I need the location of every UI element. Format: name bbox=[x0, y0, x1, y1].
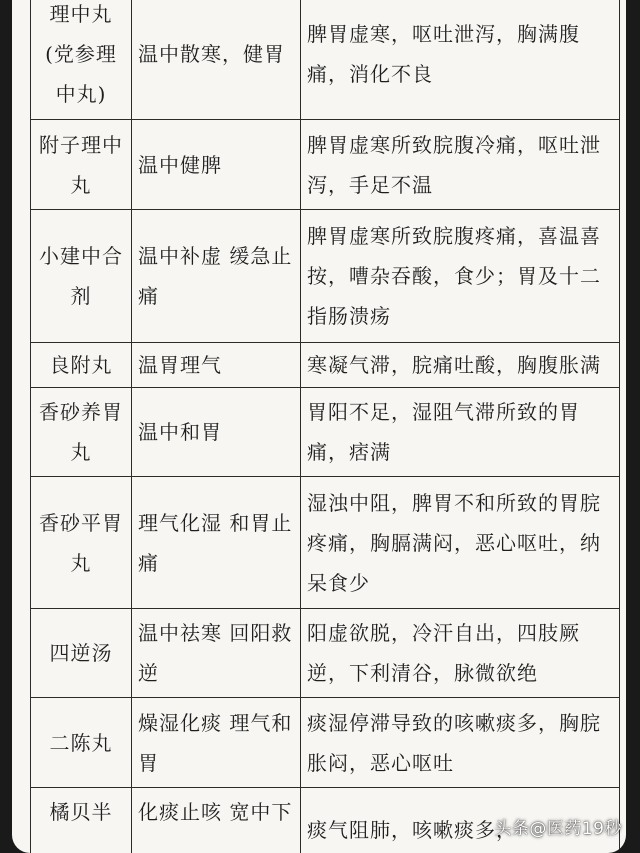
table-row bbox=[31, 477, 620, 609]
effect-cell: 温中补虚 缓急止痛 bbox=[132, 210, 301, 343]
medicine-name-cell: 香砂养胃丸 bbox=[31, 388, 132, 477]
effect-cell: 温中祛寒 回阳救逆 bbox=[132, 609, 301, 698]
medicine-name-cell: 良附丸 bbox=[31, 343, 132, 388]
table-row bbox=[31, 388, 620, 477]
indication-cell: 脾胃虚寒，呕吐泄泻，胸满腹痛，消化不良 bbox=[301, 0, 620, 120]
table-row bbox=[31, 210, 620, 343]
effect-cell: 温中散寒，健胃 bbox=[132, 0, 301, 120]
medicine-name-cell: 四逆汤 bbox=[31, 609, 132, 698]
indication-cell: 胃阳不足，湿阻气滞所致的胃痛，痞满 bbox=[301, 388, 620, 477]
medicine-name-cell: 橘贝半 bbox=[31, 788, 132, 853]
effect-cell: 温胃理气 bbox=[132, 343, 301, 388]
indication-cell: 湿浊中阻，脾胃不和所致的胃脘疼痛，胸膈满闷，恶心呕吐，纳呆食少 bbox=[301, 477, 620, 609]
table-row bbox=[31, 0, 620, 120]
table-row bbox=[31, 698, 620, 788]
watermark: 头条@医药19秒 bbox=[494, 819, 622, 839]
effect-cell: 燥湿化痰 理气和胃 bbox=[132, 698, 301, 788]
indication-cell: 脾胃虚寒所致脘腹冷痛，呕吐泄泻，手足不温 bbox=[301, 120, 620, 210]
indication-cell: 寒凝气滞，脘痛吐酸，胸腹胀满 bbox=[301, 343, 620, 388]
medicine-name-cell: 小建中合剂 bbox=[31, 210, 132, 343]
indication-cell: 痰湿停滞导致的咳嗽痰多，胸脘胀闷，恶心呕吐 bbox=[301, 698, 620, 788]
effect-cell: 化痰止咳 宽中下 bbox=[132, 788, 301, 853]
indication-cell: 痰气阻肺，咳嗽痰多， bbox=[301, 788, 620, 853]
table-row bbox=[31, 120, 620, 210]
medicine-table bbox=[30, 0, 620, 853]
indication-cell: 脾胃虚寒所致脘腹疼痛，喜温喜按，嘈杂吞酸，食少；胃及十二指肠溃疡 bbox=[301, 210, 620, 343]
medicine-name-cell: 香砂平胃丸 bbox=[31, 477, 132, 609]
indication-cell: 阳虚欲脱，冷汗自出，四肢厥逆，下利清谷，脉微欲绝 bbox=[301, 609, 620, 698]
table-row bbox=[31, 609, 620, 698]
medicine-name-cell: 理中丸(党参理中丸) bbox=[31, 0, 132, 120]
table-row bbox=[31, 343, 620, 388]
effect-cell: 温中健脾 bbox=[132, 120, 301, 210]
effect-cell: 理气化湿 和胃止痛 bbox=[132, 477, 301, 609]
medicine-name-cell: 二陈丸 bbox=[31, 698, 132, 788]
document-sheet bbox=[12, 0, 626, 853]
effect-cell: 温中和胃 bbox=[132, 388, 301, 477]
medicine-name-cell: 附子理中丸 bbox=[31, 120, 132, 210]
